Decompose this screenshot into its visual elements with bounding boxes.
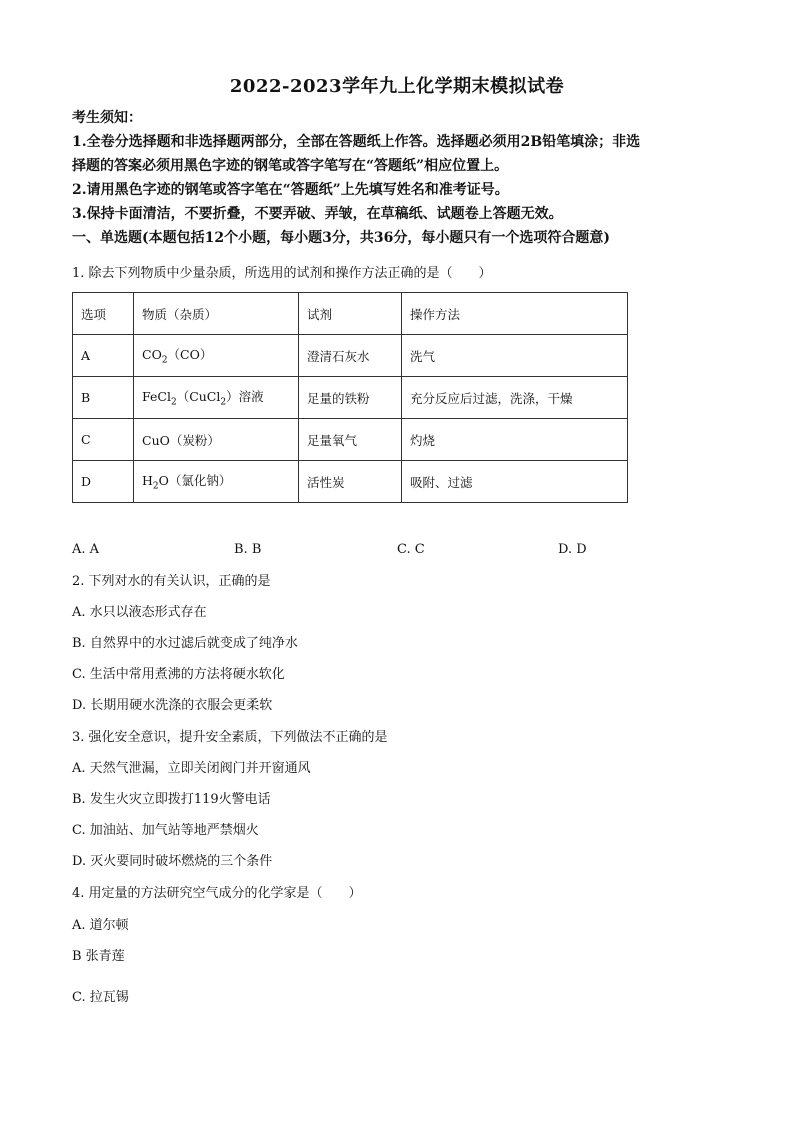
question-3-option: D. 灭火要同时破坏燃烧的三个条件 [72,854,273,869]
table-cell: 吸附、过滤 [402,461,628,503]
question-3-option: B. 发生火灾立即拨打119火警电话 [72,792,271,807]
table-cell: 足量的铁粉 [299,377,402,419]
table-header-row [73,293,628,335]
table-cell: B [73,377,134,419]
table-row [73,335,628,377]
question-1-table [72,292,628,503]
table-cell: 洗气 [402,335,628,377]
table-header: 选项 [73,293,134,335]
notice-item-1b: 择题的答案必须用黑色字迹的钢笔或答字笔写在“答题纸”相应位置上。 [72,158,509,174]
question-3-stem: 3. 强化安全意识，提升安全素质，下列做法不正确的是 [72,730,388,745]
question-4-option: B 张青莲 [72,949,125,964]
question-2-option: C. 生活中常用煮沸的方法将硬水软化 [72,667,285,682]
table-cell: 灼烧 [402,419,628,461]
table-cell: 澄清石灰水 [299,335,402,377]
table-cell: $H_2O$（氯化钠） [134,461,299,503]
question-4-option: C. 拉瓦锡 [72,990,129,1005]
table-cell: $CO_2(CO)$ [134,335,299,377]
table-row [73,419,628,461]
question-4-stem: 4. 用定量的方法研究空气成分的化学家是（ ） [72,886,362,901]
page-title: 2022-2023学年九上化学期末模拟试卷 [229,76,565,97]
table-cell: A [73,335,134,377]
notice-item-3: 3.保持卡面清洁，不要折叠，不要弄破、弄皱，在草稿纸、试题卷上答题无效。 [72,206,563,222]
option-a: A. A [72,542,100,557]
question-3-option: C. 加油站、加气站等地严禁烟火 [72,823,259,838]
table-cell: C [73,419,134,461]
table-cell: 足量氧气 [299,419,402,461]
table-cell: D [73,461,134,503]
table-cell: 活性炭 [299,461,402,503]
notice-item-1a: 1.全卷分选择题和非选择题两部分，全部在答题纸上作答。选择题必须用2B铅笔填涂；非选 [72,134,641,150]
question-2-option: B. 自然界中的水过滤后就变成了纯净水 [72,636,298,651]
question-2-option: D. 长期用硬水洗涤的衣服会更柔软 [72,698,273,713]
notice-heading: 考生须知： [72,110,142,126]
table-header: 物质（杂质） [134,293,299,335]
option-c: C. C [397,542,425,557]
table-cell: 充分反应后过滤，洗涤，干燥 [402,377,628,419]
option-d: D. D [558,542,587,557]
section-heading: 一、单选题(本题包括12个小题，每小题3分，共36分，每小题只有一个选项符合题意) [72,230,610,246]
question-2-option: A. 水只以液态形式存在 [72,605,207,620]
table-cell: FeCl$_2$（CuCl$_2$）溶液 [134,377,299,419]
table-cell: CuO（炭粉） [134,419,299,461]
table-header: 试剂 [299,293,402,335]
table-row [73,461,628,503]
option-b: B. B [234,542,262,557]
question-2-stem: 2. 下列对水的有关认识，正确的是 [72,574,271,589]
table-header: 操作方法 [402,293,628,335]
question-1-stem: 1. 除去下列物质中少量杂质，所选用的试剂和操作方法正确的是（ ） [72,266,492,281]
question-3-option: A. 天然气泄漏，立即关闭阀门并开窗通风 [72,761,311,776]
table-row [73,377,628,419]
question-4-option: A. 道尔顿 [72,918,129,933]
notice-item-2: 2.请用黑色字迹的钢笔或答字笔在“答题纸”上先填写姓名和准考证号。 [72,182,509,198]
